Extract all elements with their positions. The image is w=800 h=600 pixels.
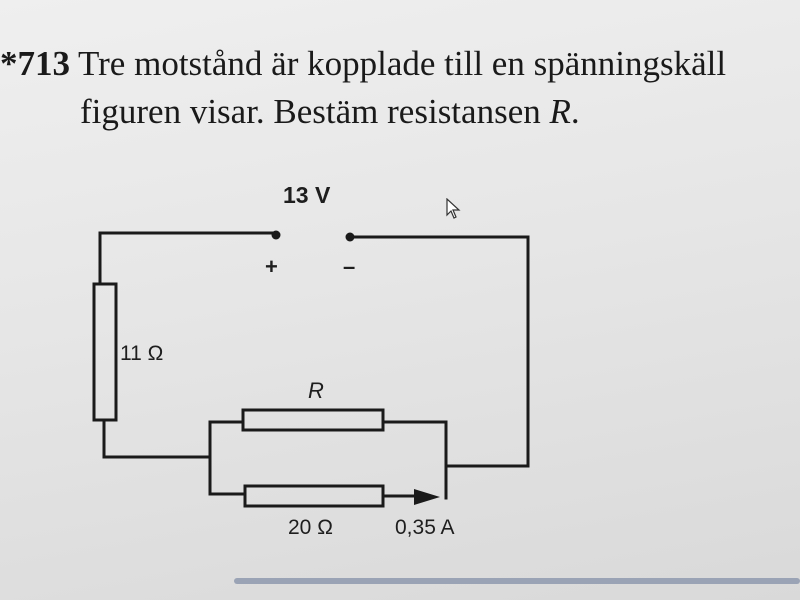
problem-line-2-end: .	[570, 92, 580, 131]
current-label: 0,35 A	[395, 516, 455, 539]
resistor-20-label: 20 Ω	[288, 516, 333, 539]
minus-terminal-icon	[346, 233, 355, 242]
horizontal-scrollbar[interactable]	[234, 578, 800, 584]
plus-sign-label: +	[265, 254, 278, 279]
wire-left-lower	[104, 420, 210, 457]
resistor-r	[243, 410, 383, 430]
minus-sign-label: –	[343, 254, 356, 279]
current-arrow-icon	[414, 489, 440, 505]
problem-number: *713	[0, 44, 70, 83]
plus-terminal-icon	[272, 231, 281, 240]
resistor-11-ohm	[94, 284, 116, 420]
wire-r-right	[383, 422, 446, 498]
source-voltage-label: 13 V	[283, 182, 331, 208]
resistor-r-label: R	[308, 378, 324, 403]
problem-line-2-text: figuren visar. Bestäm resistansen	[80, 92, 550, 131]
problem-variable-r: R	[549, 92, 571, 131]
resistor-20-ohm	[245, 486, 383, 506]
resistor-11-label: 11 Ω	[120, 342, 164, 365]
problem-line-1-text: Tre motstånd är kopplade till en spänningskäll	[78, 44, 727, 83]
mouse-pointer-icon	[446, 198, 462, 220]
wire-top-right	[350, 237, 528, 466]
